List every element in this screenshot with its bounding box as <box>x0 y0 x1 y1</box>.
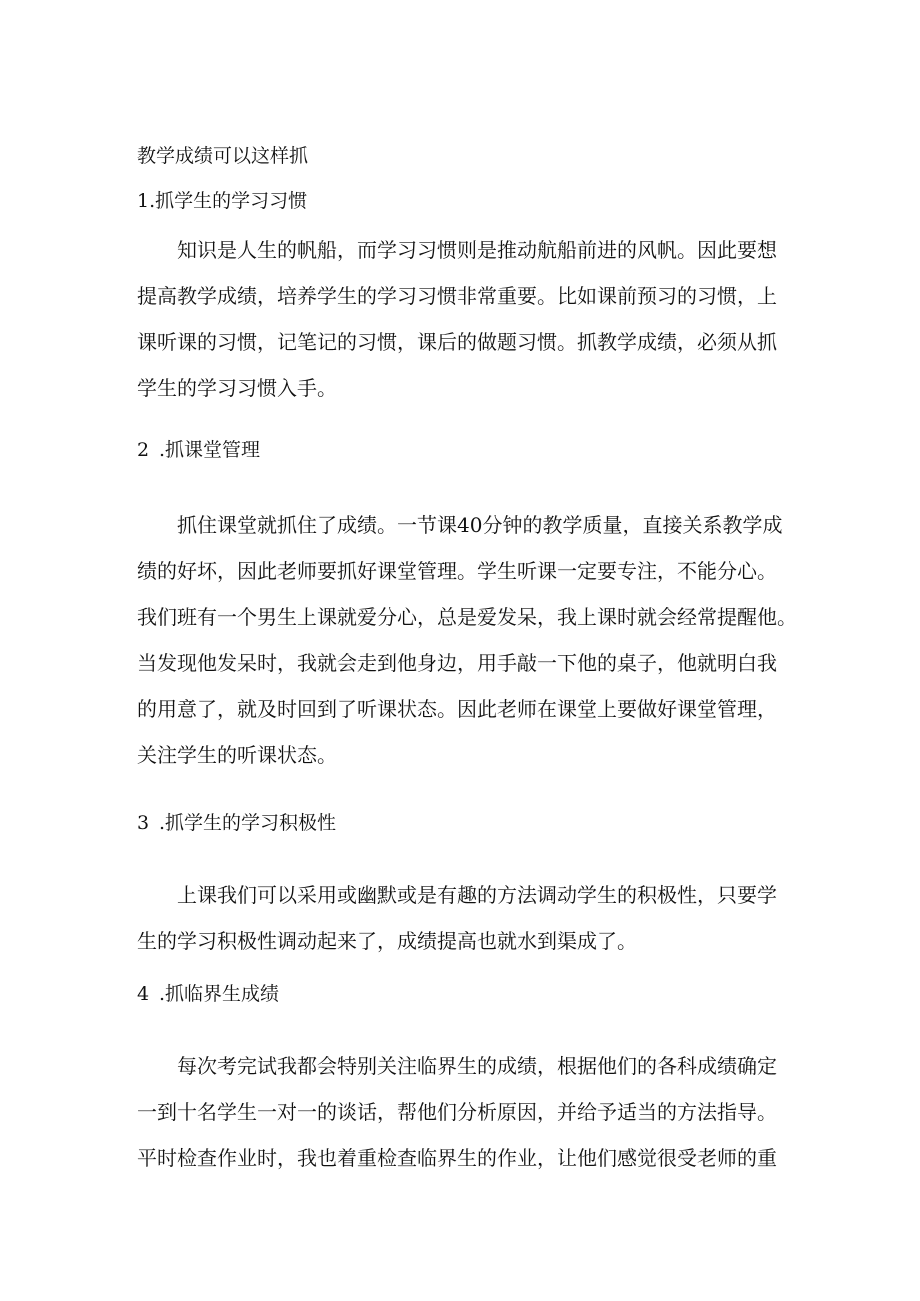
paragraph-line: 绩的好坏，因此老师要抓好课堂管理。学生听课一定要专注，不能分心。 <box>137 559 777 583</box>
section-4-paragraph <box>137 1043 792 1181</box>
section-1-title: 抓学生的学习习惯 <box>155 190 308 212</box>
paragraph-line: 一到十名学生一对一的谈话，帮他们分析原因，并给予适当的方法指导。 <box>137 1100 777 1124</box>
paragraph-line: 课听课的习惯，记笔记的习惯，课后的做题习惯。抓教学成绩，必须从抓 <box>137 330 777 354</box>
section-4-title: .抓临界生成绩 <box>159 983 280 1005</box>
paragraph-line: 我们班有一个男生上课就爱分心，总是爱发呆，我上课时就会经常提醒他。 <box>137 605 797 629</box>
section-1-number: 1. <box>137 190 156 212</box>
section-4-number: 4 <box>137 983 150 1005</box>
section-3-paragraph <box>137 872 792 964</box>
document-title: 教学成绩可以这样抓 <box>137 145 309 167</box>
section-4-heading <box>137 980 279 1008</box>
paragraph-line: 关注学生的听课状态。 <box>137 743 337 767</box>
paragraph-line: 平时检查作业时，我也着重检查临界生的作业，让他们感觉很受老师的重 <box>137 1146 777 1170</box>
section-1-paragraph <box>137 227 792 411</box>
paragraph-line: 知识是人生的帆船，而学习习惯则是推动航船前进的风帆。因此要想 <box>177 238 777 262</box>
section-2-number: 2 <box>137 439 150 461</box>
section-3-number: 3 <box>137 812 150 834</box>
paragraph-line: 每次考完试我都会特别关注临界生的成绩，根据他们的各科成绩确定 <box>177 1054 777 1078</box>
section-3-heading <box>137 809 336 837</box>
section-2-heading <box>137 436 260 464</box>
section-2-title: .抓课堂管理 <box>159 439 261 461</box>
section-1-heading <box>137 187 307 215</box>
section-2-paragraph <box>137 502 797 778</box>
paragraph-line: 上课我们可以采用或幽默或是有趣的方法调动学生的积极性，只要学 <box>177 883 777 907</box>
paragraph-line: 当发现他发呆时，我就会走到他身边，用手敲一下他的桌子，他就明白我 <box>137 651 777 675</box>
section-3-title: .抓学生的学习积极性 <box>159 812 337 834</box>
paragraph-line: 学生的学习习惯入手。 <box>137 376 337 400</box>
paragraph-line: 生的学习积极性调动起来了，成绩提高也就水到渠成了。 <box>137 929 637 953</box>
paragraph-line: 抓住课堂就抓住了成绩。一节课40分钟的教学质量，直接关系教学成 <box>177 513 783 537</box>
paragraph-line: 的用意了，就及时回到了听课状态。因此老师在课堂上要做好课堂管理， <box>137 697 777 721</box>
paragraph-line: 提高教学成绩，培养学生的学习习惯非常重要。比如课前预习的习惯，上 <box>137 284 777 308</box>
